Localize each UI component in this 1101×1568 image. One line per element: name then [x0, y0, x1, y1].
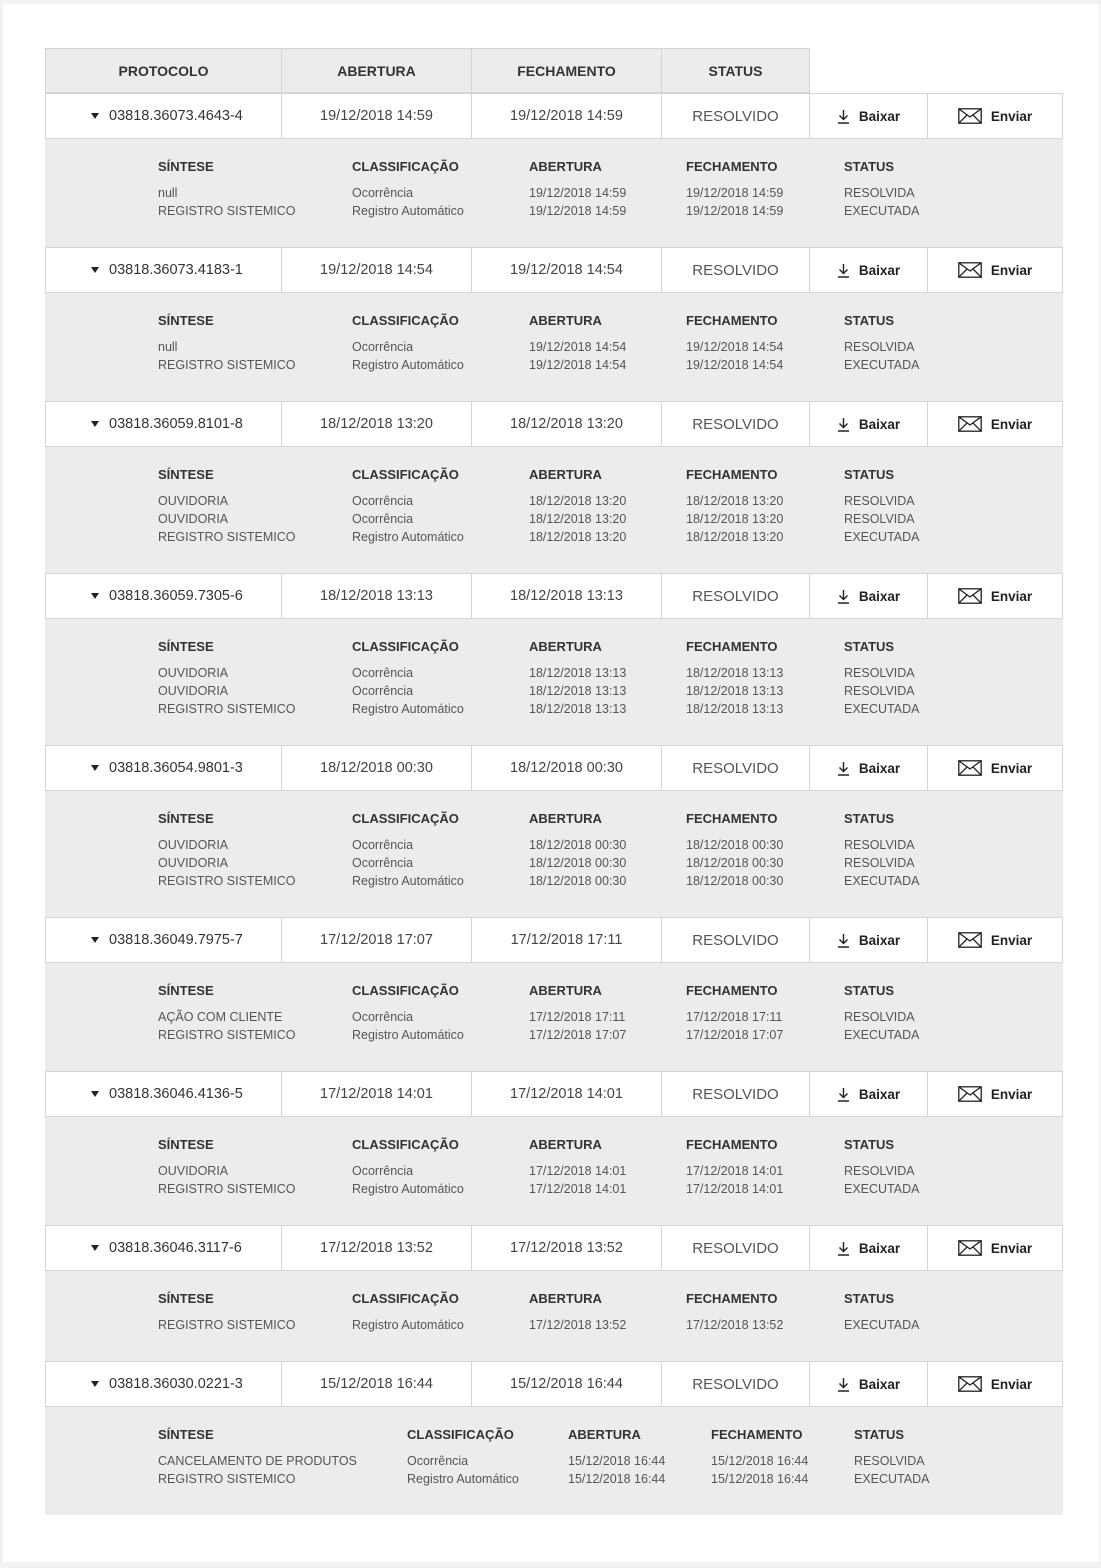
baixar-label: Baixar	[858, 416, 901, 432]
envelope-icon	[958, 1240, 982, 1256]
protocol-number: 03818.36073.4643-4	[109, 108, 243, 124]
protocol-number: 03818.36054.9801-3	[109, 760, 243, 776]
detail-sintese-value: OUVIDORIA	[158, 494, 229, 508]
detail-classificacao-value: Ocorrência	[352, 512, 414, 526]
detail-header-status: STATUS	[844, 313, 895, 328]
enviar-button[interactable]	[928, 93, 1063, 139]
detail-status-value: RESOLVIDA	[844, 1164, 915, 1178]
detail-fechamento-value: 18/12/2018 13:20	[686, 494, 784, 508]
protocol-number: 03818.36046.4136-5	[109, 1086, 243, 1102]
detail-header-status: STATUS	[844, 983, 895, 998]
baixar-label: Baixar	[858, 1376, 901, 1392]
detail-classificacao-value: Ocorrência	[352, 838, 414, 852]
detail-fechamento-value: 18/12/2018 13:20	[686, 530, 784, 544]
protocol-number: 03818.36049.7975-7	[109, 932, 243, 948]
enviar-button[interactable]	[928, 1361, 1063, 1407]
enviar-button[interactable]	[928, 247, 1063, 293]
table-row	[45, 1361, 1063, 1407]
abertura-cell: 18/12/2018 13:20	[282, 401, 472, 447]
protocol-cell[interactable]	[45, 917, 282, 963]
envelope-icon	[958, 108, 982, 124]
enviar-label: Enviar	[990, 932, 1033, 948]
detail-header-abertura: ABERTURA	[529, 811, 602, 826]
envelope-icon	[958, 588, 982, 604]
detail-sintese-value: AÇÃO COM CLIENTE	[158, 1010, 283, 1024]
expand-caret-icon[interactable]	[91, 421, 99, 427]
download-icon	[837, 263, 850, 278]
detail-classificacao-value: Registro Automático	[352, 1182, 464, 1196]
protocol-cell[interactable]	[45, 573, 282, 619]
download-icon	[837, 761, 850, 776]
download-icon	[837, 1087, 850, 1102]
detail-status-value: RESOLVIDA	[844, 186, 915, 200]
detail-fechamento-value: 17/12/2018 17:11	[686, 1010, 783, 1024]
expand-caret-icon[interactable]	[91, 765, 99, 771]
detail-panel	[45, 293, 1063, 401]
baixar-button[interactable]	[810, 1225, 928, 1271]
detail-fechamento-value: 18/12/2018 13:13	[686, 666, 784, 680]
baixar-label: Baixar	[858, 588, 901, 604]
detail-abertura-value: 18/12/2018 13:13	[529, 666, 627, 680]
expand-caret-icon[interactable]	[91, 1091, 99, 1097]
table-header	[45, 48, 1063, 93]
detail-header-fechamento: FECHAMENTO	[686, 467, 778, 482]
page	[3, 4, 1099, 1562]
detail-status-value: RESOLVIDA	[844, 494, 915, 508]
detail-abertura-value: 18/12/2018 00:30	[529, 874, 627, 888]
detail-status-value: EXECUTADA	[854, 1472, 930, 1486]
detail-sintese-value: OUVIDORIA	[158, 856, 229, 870]
detail-sintese-value: OUVIDORIA	[158, 512, 229, 526]
detail-panel	[45, 1271, 1063, 1361]
enviar-label: Enviar	[990, 1376, 1033, 1392]
protocol-cell[interactable]	[45, 1361, 282, 1407]
fechamento-cell: 18/12/2018 13:13	[472, 573, 662, 619]
detail-sintese-value: REGISTRO SISTEMICO	[158, 358, 296, 372]
detail-status-value: RESOLVIDA	[844, 838, 915, 852]
detail-status-value: RESOLVIDA	[844, 856, 915, 870]
detail-header-sintese: SÍNTESE	[158, 467, 214, 482]
download-icon	[837, 589, 850, 604]
detail-status-value: EXECUTADA	[844, 874, 920, 888]
table-row	[45, 745, 1063, 791]
baixar-label: Baixar	[858, 1240, 901, 1256]
detail-header-abertura: ABERTURA	[529, 983, 602, 998]
detail-sintese-value: REGISTRO SISTEMICO	[158, 204, 296, 218]
detail-status-value: RESOLVIDA	[844, 340, 915, 354]
detail-header-sintese: SÍNTESE	[158, 1427, 214, 1442]
detail-header-status: STATUS	[844, 159, 895, 174]
protocol-cell[interactable]	[45, 1225, 282, 1271]
expand-caret-icon[interactable]	[91, 267, 99, 273]
detail-panel	[45, 1117, 1063, 1225]
detail-panel	[45, 963, 1063, 1071]
baixar-button[interactable]	[810, 745, 928, 791]
detail-sintese-value: null	[158, 186, 178, 200]
detail-classificacao-value: Ocorrência	[352, 666, 414, 680]
detail-header-abertura: ABERTURA	[529, 1137, 602, 1152]
enviar-button[interactable]	[928, 917, 1063, 963]
enviar-button[interactable]	[928, 1225, 1063, 1271]
detail-abertura-value: 19/12/2018 14:54	[529, 358, 627, 372]
detail-fechamento-value: 18/12/2018 13:13	[686, 702, 784, 716]
detail-classificacao-value: Ocorrência	[352, 1010, 414, 1024]
detail-panel	[45, 139, 1063, 247]
detail-sintese-value: OUVIDORIA	[158, 666, 229, 680]
envelope-icon	[958, 760, 982, 776]
protocol-cell[interactable]	[45, 401, 282, 447]
detail-classificacao-value: Registro Automático	[352, 702, 464, 716]
detail-header-status: STATUS	[844, 467, 895, 482]
abertura-cell: 17/12/2018 13:52	[282, 1225, 472, 1271]
detail-header-status: STATUS	[844, 1137, 895, 1152]
expand-caret-icon[interactable]	[91, 593, 99, 599]
enviar-button[interactable]	[928, 1071, 1063, 1117]
baixar-label: Baixar	[858, 932, 901, 948]
table-body	[45, 93, 1063, 1515]
detail-abertura-value: 17/12/2018 17:07	[529, 1028, 627, 1042]
detail-classificacao-value: Ocorrência	[352, 494, 414, 508]
detail-status-value: EXECUTADA	[844, 702, 920, 716]
detail-fechamento-value: 19/12/2018 14:54	[686, 358, 784, 372]
detail-header-abertura: ABERTURA	[529, 639, 602, 654]
detail-fechamento-value: 19/12/2018 14:59	[686, 186, 784, 200]
detail-status-value: EXECUTADA	[844, 1028, 920, 1042]
detail-abertura-value: 17/12/2018 17:11	[529, 1010, 626, 1024]
detail-status-value: RESOLVIDA	[844, 684, 915, 698]
detail-fechamento-value: 18/12/2018 13:20	[686, 512, 784, 526]
detail-sintese-value: REGISTRO SISTEMICO	[158, 874, 296, 888]
detail-fechamento-value: 17/12/2018 14:01	[686, 1164, 784, 1178]
detail-abertura-value: 17/12/2018 14:01	[529, 1182, 627, 1196]
detail-panel	[45, 791, 1063, 917]
detail-classificacao-value: Registro Automático	[407, 1472, 519, 1486]
abertura-cell: 19/12/2018 14:54	[282, 247, 472, 293]
detail-header-sintese: SÍNTESE	[158, 639, 214, 654]
protocol-number: 03818.36059.7305-6	[109, 588, 243, 604]
baixar-button[interactable]	[810, 247, 928, 293]
detail-header-sintese: SÍNTESE	[158, 1291, 214, 1306]
download-icon	[837, 933, 850, 948]
enviar-label: Enviar	[990, 1240, 1033, 1256]
status-cell: RESOLVIDO	[662, 1071, 810, 1117]
detail-status-value: EXECUTADA	[844, 1182, 920, 1196]
detail-header-fechamento: FECHAMENTO	[686, 639, 778, 654]
detail-fechamento-value: 15/12/2018 16:44	[711, 1472, 809, 1486]
protocol-number: 03818.36059.8101-8	[109, 416, 243, 432]
detail-header-sintese: SÍNTESE	[158, 159, 214, 174]
detail-abertura-value: 15/12/2018 16:44	[568, 1472, 666, 1486]
detail-classificacao-value: Registro Automático	[352, 204, 464, 218]
detail-header-classificacao: CLASSIFICAÇÃO	[352, 639, 459, 654]
detail-abertura-value: 19/12/2018 14:54	[529, 340, 627, 354]
detail-header-classificacao: CLASSIFICAÇÃO	[352, 313, 459, 328]
detail-header-sintese: SÍNTESE	[158, 1137, 214, 1152]
table-row	[45, 573, 1063, 619]
detail-header-fechamento: FECHAMENTO	[711, 1427, 803, 1442]
detail-status-value: EXECUTADA	[844, 1318, 920, 1332]
detail-fechamento-value: 15/12/2018 16:44	[711, 1454, 809, 1468]
detail-header-fechamento: FECHAMENTO	[686, 159, 778, 174]
status-cell: RESOLVIDO	[662, 745, 810, 791]
detail-header-sintese: SÍNTESE	[158, 983, 214, 998]
expand-caret-icon[interactable]	[91, 1245, 99, 1251]
fechamento-cell: 17/12/2018 13:52	[472, 1225, 662, 1271]
detail-status-value: RESOLVIDA	[844, 666, 915, 680]
envelope-icon	[958, 262, 982, 278]
abertura-cell: 17/12/2018 17:07	[282, 917, 472, 963]
detail-abertura-value: 19/12/2018 14:59	[529, 204, 627, 218]
abertura-cell: 18/12/2018 00:30	[282, 745, 472, 791]
detail-sintese-value: REGISTRO SISTEMICO	[158, 1472, 296, 1486]
table-row	[45, 1071, 1063, 1117]
detail-classificacao-value: Ocorrência	[407, 1454, 469, 1468]
detail-header-abertura: ABERTURA	[529, 1291, 602, 1306]
abertura-cell: 19/12/2018 14:59	[282, 93, 472, 139]
detail-header-fechamento: FECHAMENTO	[686, 811, 778, 826]
status-cell: RESOLVIDO	[662, 93, 810, 139]
header-protocolo: PROTOCOLO	[45, 48, 282, 93]
enviar-label: Enviar	[990, 1086, 1033, 1102]
protocol-cell[interactable]	[45, 247, 282, 293]
detail-status-value: EXECUTADA	[844, 358, 920, 372]
enviar-label: Enviar	[990, 416, 1033, 432]
detail-header-status: STATUS	[844, 1291, 895, 1306]
detail-abertura-value: 18/12/2018 13:20	[529, 530, 627, 544]
detail-header-sintese: SÍNTESE	[158, 313, 214, 328]
baixar-button[interactable]	[810, 1071, 928, 1117]
detail-classificacao-value: Ocorrência	[352, 340, 414, 354]
detail-sintese-value: REGISTRO SISTEMICO	[158, 530, 296, 544]
detail-fechamento-value: 19/12/2018 14:54	[686, 340, 784, 354]
baixar-button[interactable]	[810, 93, 928, 139]
detail-sintese-value: CANCELAMENTO DE PRODUTOS	[158, 1454, 357, 1468]
detail-status-value: RESOLVIDA	[844, 1010, 915, 1024]
fechamento-cell: 15/12/2018 16:44	[472, 1361, 662, 1407]
envelope-icon	[958, 1376, 982, 1392]
detail-abertura-value: 18/12/2018 13:20	[529, 512, 627, 526]
detail-abertura-value: 15/12/2018 16:44	[568, 1454, 666, 1468]
detail-classificacao-value: Ocorrência	[352, 856, 414, 870]
detail-abertura-value: 18/12/2018 00:30	[529, 838, 627, 852]
detail-fechamento-value: 18/12/2018 13:13	[686, 684, 784, 698]
baixar-label: Baixar	[858, 1086, 901, 1102]
detail-sintese-value: REGISTRO SISTEMICO	[158, 1182, 296, 1196]
table-row	[45, 247, 1063, 293]
detail-header-classificacao: CLASSIFICAÇÃO	[352, 1291, 459, 1306]
baixar-label: Baixar	[858, 108, 901, 124]
detail-header-classificacao: CLASSIFICAÇÃO	[352, 983, 459, 998]
detail-header-fechamento: FECHAMENTO	[686, 313, 778, 328]
protocol-cell[interactable]	[45, 745, 282, 791]
detail-status-value: RESOLVIDA	[844, 512, 915, 526]
status-cell: RESOLVIDO	[662, 401, 810, 447]
detail-abertura-value: 18/12/2018 00:30	[529, 856, 627, 870]
detail-header-classificacao: CLASSIFICAÇÃO	[352, 811, 459, 826]
detail-classificacao-value: Ocorrência	[352, 186, 414, 200]
envelope-icon	[958, 932, 982, 948]
baixar-button[interactable]	[810, 401, 928, 447]
detail-header-abertura: ABERTURA	[529, 159, 602, 174]
detail-classificacao-value: Registro Automático	[352, 530, 464, 544]
detail-sintese-value: null	[158, 340, 178, 354]
expand-caret-icon[interactable]	[91, 937, 99, 943]
detail-fechamento-value: 18/12/2018 00:30	[686, 838, 784, 852]
protocol-cell[interactable]	[45, 93, 282, 139]
envelope-icon	[958, 1086, 982, 1102]
detail-sintese-value: OUVIDORIA	[158, 1164, 229, 1178]
table-row	[45, 917, 1063, 963]
status-cell: RESOLVIDO	[662, 1361, 810, 1407]
detail-header-status: STATUS	[854, 1427, 905, 1442]
header-abertura: ABERTURA	[282, 48, 472, 93]
detail-fechamento-value: 19/12/2018 14:59	[686, 204, 784, 218]
detail-abertura-value: 17/12/2018 13:52	[529, 1318, 627, 1332]
detail-header-status: STATUS	[844, 639, 895, 654]
table-row	[45, 1225, 1063, 1271]
envelope-icon	[958, 416, 982, 432]
table-row	[45, 93, 1063, 139]
fechamento-cell: 19/12/2018 14:59	[472, 93, 662, 139]
status-cell: RESOLVIDO	[662, 573, 810, 619]
download-icon	[837, 1241, 850, 1256]
detail-header-fechamento: FECHAMENTO	[686, 983, 778, 998]
detail-fechamento-value: 17/12/2018 13:52	[686, 1318, 784, 1332]
header-fechamento: FECHAMENTO	[472, 48, 662, 93]
detail-panel	[45, 1407, 1063, 1515]
detail-header-fechamento: FECHAMENTO	[686, 1291, 778, 1306]
baixar-label: Baixar	[858, 262, 901, 278]
protocol-number: 03818.36073.4183-1	[109, 262, 243, 278]
abertura-cell: 17/12/2018 14:01	[282, 1071, 472, 1117]
detail-header-classificacao: CLASSIFICAÇÃO	[352, 159, 459, 174]
protocol-cell[interactable]	[45, 1071, 282, 1117]
protocol-number: 03818.36046.3117-6	[109, 1240, 242, 1256]
detail-panel	[45, 447, 1063, 573]
detail-header-fechamento: FECHAMENTO	[686, 1137, 778, 1152]
detail-header-abertura: ABERTURA	[529, 467, 602, 482]
table-row	[45, 401, 1063, 447]
detail-header-classificacao: CLASSIFICAÇÃO	[352, 1137, 459, 1152]
download-icon	[837, 1377, 850, 1392]
detail-sintese-value: OUVIDORIA	[158, 684, 229, 698]
detail-header-sintese: SÍNTESE	[158, 811, 214, 826]
detail-sintese-value: OUVIDORIA	[158, 838, 229, 852]
detail-status-value: RESOLVIDA	[854, 1454, 925, 1468]
baixar-button[interactable]	[810, 1361, 928, 1407]
detail-fechamento-value: 17/12/2018 17:07	[686, 1028, 784, 1042]
detail-header-classificacao: CLASSIFICAÇÃO	[352, 467, 459, 482]
status-cell: RESOLVIDO	[662, 1225, 810, 1271]
enviar-label: Enviar	[990, 108, 1033, 124]
detail-abertura-value: 18/12/2018 13:13	[529, 684, 627, 698]
detail-header-status: STATUS	[844, 811, 895, 826]
detail-sintese-value: REGISTRO SISTEMICO	[158, 702, 296, 716]
baixar-label: Baixar	[858, 760, 901, 776]
detail-panel	[45, 619, 1063, 745]
detail-header-abertura: ABERTURA	[568, 1427, 641, 1442]
enviar-label: Enviar	[990, 760, 1033, 776]
detail-classificacao-value: Ocorrência	[352, 684, 414, 698]
detail-header-abertura: ABERTURA	[529, 313, 602, 328]
download-icon	[837, 109, 850, 124]
expand-caret-icon[interactable]	[91, 1381, 99, 1387]
status-cell: RESOLVIDO	[662, 247, 810, 293]
enviar-label: Enviar	[990, 588, 1033, 604]
detail-header-classificacao: CLASSIFICAÇÃO	[407, 1427, 514, 1442]
baixar-button[interactable]	[810, 573, 928, 619]
fechamento-cell: 18/12/2018 13:20	[472, 401, 662, 447]
detail-fechamento-value: 17/12/2018 14:01	[686, 1182, 784, 1196]
detail-fechamento-value: 18/12/2018 00:30	[686, 856, 784, 870]
protocol-table	[45, 48, 1063, 1515]
detail-abertura-value: 18/12/2018 13:13	[529, 702, 627, 716]
download-icon	[837, 417, 850, 432]
detail-abertura-value: 19/12/2018 14:59	[529, 186, 627, 200]
detail-abertura-value: 18/12/2018 13:20	[529, 494, 627, 508]
abertura-cell: 15/12/2018 16:44	[282, 1361, 472, 1407]
detail-classificacao-value: Ocorrência	[352, 1164, 414, 1178]
enviar-button[interactable]	[928, 573, 1063, 619]
fechamento-cell: 18/12/2018 00:30	[472, 745, 662, 791]
protocol-number: 03818.36030.0221-3	[109, 1376, 243, 1392]
detail-fechamento-value: 18/12/2018 00:30	[686, 874, 784, 888]
abertura-cell: 18/12/2018 13:13	[282, 573, 472, 619]
detail-status-value: EXECUTADA	[844, 204, 920, 218]
detail-classificacao-value: Registro Automático	[352, 1318, 464, 1332]
detail-classificacao-value: Registro Automático	[352, 358, 464, 372]
enviar-button[interactable]	[928, 745, 1063, 791]
enviar-label: Enviar	[990, 262, 1033, 278]
detail-sintese-value: REGISTRO SISTEMICO	[158, 1028, 296, 1042]
enviar-button[interactable]	[928, 401, 1063, 447]
detail-status-value: EXECUTADA	[844, 530, 920, 544]
expand-caret-icon[interactable]	[91, 113, 99, 119]
fechamento-cell: 17/12/2018 14:01	[472, 1071, 662, 1117]
detail-classificacao-value: Registro Automático	[352, 1028, 464, 1042]
header-status: STATUS	[662, 48, 810, 93]
detail-sintese-value: REGISTRO SISTEMICO	[158, 1318, 296, 1332]
status-cell: RESOLVIDO	[662, 917, 810, 963]
detail-abertura-value: 17/12/2018 14:01	[529, 1164, 627, 1178]
fechamento-cell: 19/12/2018 14:54	[472, 247, 662, 293]
detail-classificacao-value: Registro Automático	[352, 874, 464, 888]
fechamento-cell: 17/12/2018 17:11	[472, 917, 662, 963]
baixar-button[interactable]	[810, 917, 928, 963]
